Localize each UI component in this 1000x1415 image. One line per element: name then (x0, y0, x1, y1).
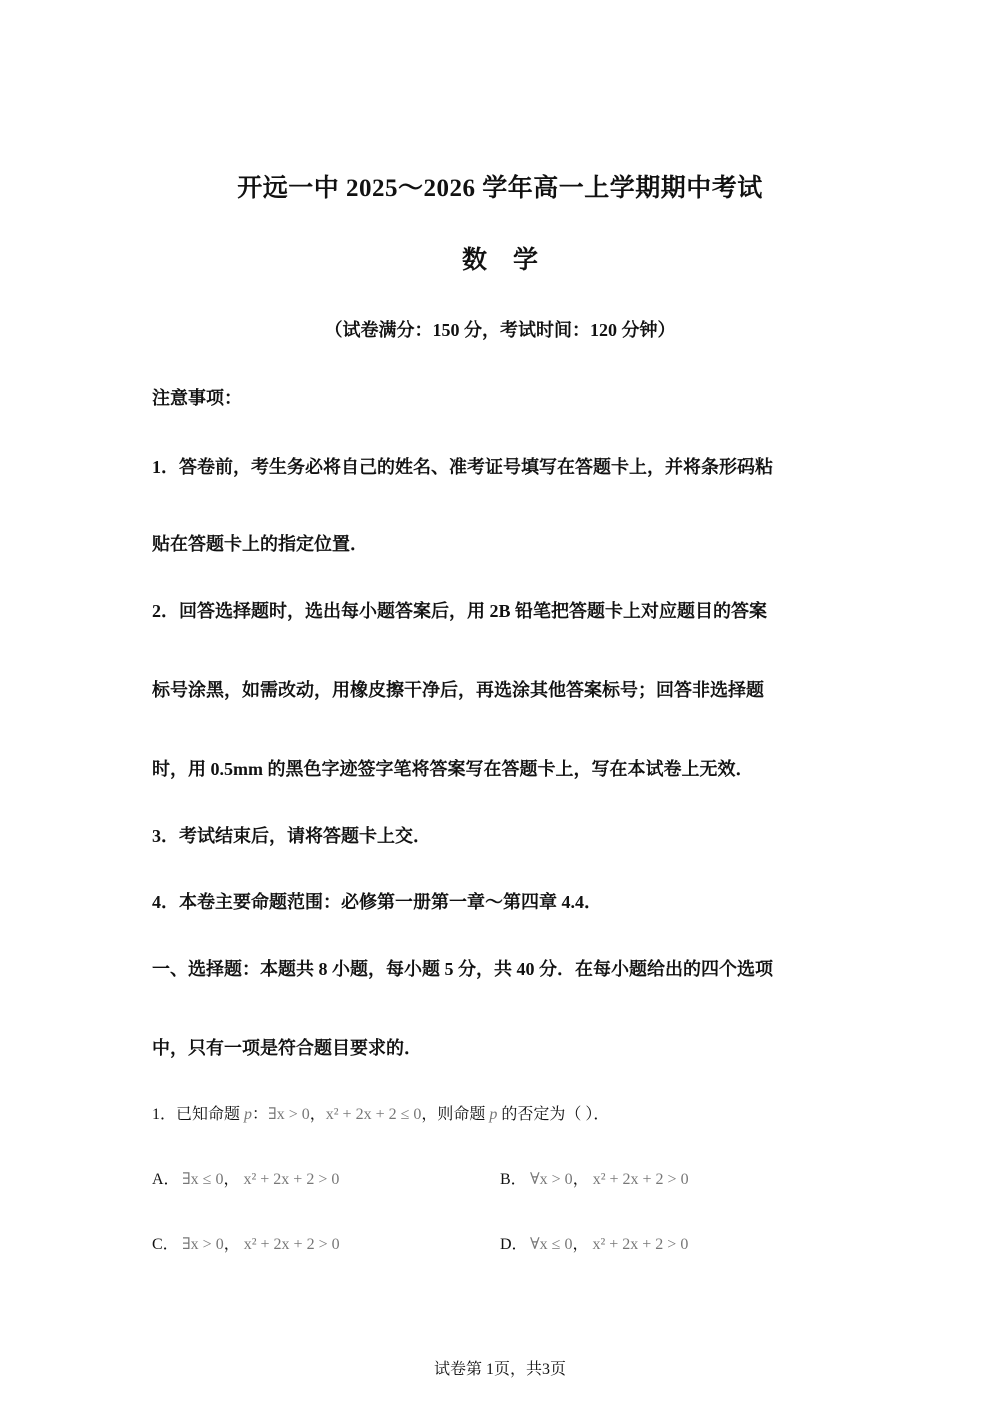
q1-p: p (244, 1106, 253, 1123)
option-expression: x² + 2x + 2 > 0 (243, 1236, 340, 1253)
q1-option-a (152, 1166, 339, 1189)
option-expression: x² + 2x + 2 > 0 (592, 1236, 689, 1253)
note-line-5: 时，用 0.5mm 的黑色字迹签字笔将答案写在答题卡上，写在本试卷上无效． (152, 759, 754, 779)
option-quantifier: ∃x ≤ 0 (182, 1171, 224, 1188)
option-label: D． (500, 1236, 528, 1253)
note-line-7: 4．本卷主要命题范围：必修第一册第一章～第四章 4.4． (152, 892, 602, 912)
q1-colon: ： (252, 1106, 269, 1123)
q1-option-b (500, 1166, 689, 1189)
q1-comma: ， (309, 1106, 326, 1123)
option-sep: ， (223, 1171, 240, 1188)
subject-char-2: 学 (513, 247, 539, 274)
q1-option-c (152, 1231, 340, 1254)
exam-title: 开远一中 2025～2026 学年高一上学期期中考试 (237, 175, 763, 202)
note-line-3: 2．回答选择题时，选出每小题答案后，用 2B 铅笔把答题卡上对应题目的答案 (152, 601, 768, 621)
option-expression: x² + 2x + 2 > 0 (592, 1171, 689, 1188)
option-quantifier: ∀x ≤ 0 (530, 1236, 573, 1253)
q1-suffix: 的否定为（ ）． (497, 1106, 610, 1123)
option-quantifier: ∀x > 0 (530, 1171, 573, 1188)
option-sep: ， (572, 1236, 589, 1253)
option-quantifier: ∃x > 0 (182, 1236, 224, 1253)
q1-prefix: 1．已知命题 (152, 1106, 245, 1123)
section1-line-2: 中，只有一项是符合题目要求的． (152, 1038, 422, 1058)
note-line-4: 标号涂黑，如需改动，用橡皮擦干净后，再选涂其他答案标号；回答非选择题 (152, 680, 764, 700)
option-expression: x² + 2x + 2 > 0 (243, 1171, 340, 1188)
q1-p2: p (489, 1106, 498, 1123)
q1-cond2: x² + 2x + 2 ≤ 0 (325, 1106, 422, 1123)
question-1 (152, 1101, 609, 1124)
q1-cond1: ∃x > 0 (268, 1106, 310, 1123)
section1-line-1: 一、选择题：本题共 8 小题，每小题 5 分，共 40 分．在每小题给出的四个选项 (152, 959, 773, 979)
option-label: B． (500, 1171, 527, 1188)
subject-heading (0, 240, 1000, 276)
notes-heading: 注意事项： (152, 388, 242, 408)
exam-info: （试卷满分：150 分，考试时间：120 分钟） (324, 320, 676, 340)
q1-option-d (500, 1231, 688, 1254)
note-line-1: 1．答卷前，考生务必将自己的姓名、准考证号填写在答题卡上，并将条形码粘 (152, 457, 773, 477)
option-label: C． (152, 1236, 179, 1253)
subject-char-1: 数 (461, 247, 487, 274)
option-sep: ， (223, 1236, 240, 1253)
note-line-2: 贴在答题卡上的指定位置． (152, 534, 368, 554)
page-footer: 试卷第 1页，共3页 (433, 1361, 566, 1378)
option-sep: ， (572, 1171, 589, 1188)
option-label: A． (152, 1171, 180, 1188)
note-line-6: 3．考试结束后，请将答题卡上交． (152, 826, 431, 846)
q1-mid: ，则命题 (421, 1106, 490, 1123)
